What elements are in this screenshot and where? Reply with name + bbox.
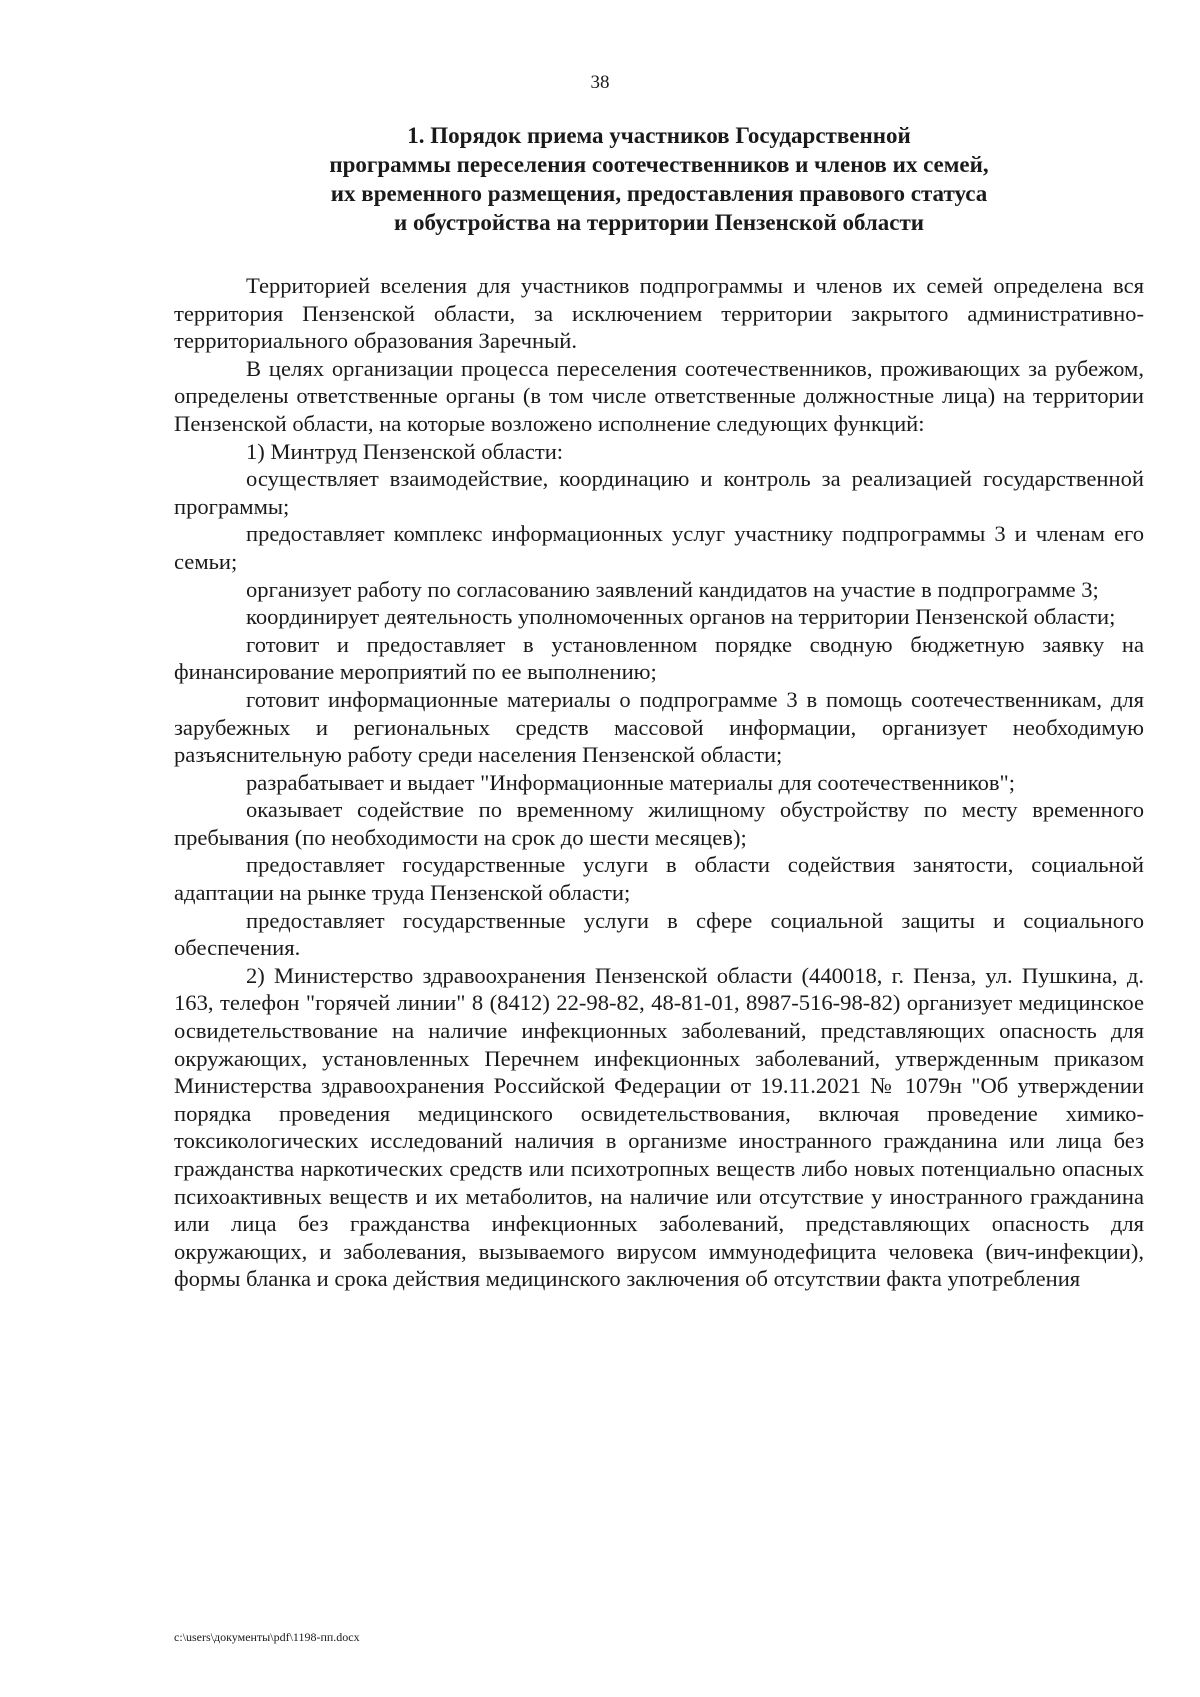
title-line: программы переселения соотечественников и членов их семей,: [329, 152, 989, 177]
paragraph: предоставляет государственные услуги в сфере социальной защиты и социального обеспечения.: [174, 907, 1144, 961]
file-path-footer: c:\users\документы\pdf\1198-пп.docx: [174, 1630, 360, 1644]
section-title: [174, 121, 1144, 237]
paragraph: разрабатывает и выдает "Информационные материалы для соотечественников";: [246, 769, 1016, 795]
title-line: их временного размещения, предоставления правового статуса: [330, 181, 988, 206]
paragraph: оказывает содействие по временному жилищному обустройству по месту временного пребывания (по необходимости на срок до шести месяцев);: [174, 797, 1144, 850]
page-number: 38: [590, 72, 610, 93]
paragraph: готовит и предоставляет в установленном порядке сводную бюджетную заявку на финансирование мероприятий по ее выполнению;: [174, 631, 1144, 685]
paragraph: 1) Минтруд Пензенской области:: [246, 438, 564, 464]
paragraph: В целях организации процесса переселения соотечественников, проживающих за рубежом, определены ответственные органы (в том числе ответственные должностные лица) на территории Пензенской области, на которые возложено исполнение следующих функций:: [174, 355, 1144, 436]
title-line: и обустройства на территории Пензенской области: [393, 210, 925, 235]
paragraph: 2) Министерство здравоохранения Пензенской области (440018, г. Пенза, ул. Пушкина, д. 163, телефон "горячей линии" 8 (8412) 22-98-82, 48-81-01, 8987-516-98-82) организует медицинское освидетельствование на наличие инфекционных заболеваний, представляющих опасность для окружающих, установленных Перечнем инфекционных заболеваний, утвержденным приказом Министерства здравоохранения Российской Федерации от 19.11.2021 № 1079н "Об утверждении порядка проведения медицинского освидетельствования, включая проведение химико-токсикологических исследований наличия в организме иностранного гражданина или лица без гражданства наркотических средств или психотропных веществ либо новых потенциально опасных психоактивных веществ и их метаболитов, на наличие или отсутствие у иностранного гражданина или лица без гражданства инфекционных заболеваний, представляющих опасность для окружающих, и заболевания, вызываемого вирусом иммунодефицита человека (вич-инфекции), формы бланка и срока действия медицинского заключения об отсутствии факта употребления: [174, 962, 1144, 1292]
paragraph: готовит информационные материалы о подпрограмме 3 в помощь соотечественникам, для зарубежных и региональных средств массовой информации, организует необходимую разъяснительную работу среди населения Пензенской области;: [174, 686, 1144, 768]
paragraph: предоставляет государственные услуги в области содействия занятости, социальной адаптации на рынке труда Пензенской области;: [174, 852, 1144, 906]
paragraph: координирует деятельность уполномоченных органов на территории Пензенской области;: [246, 604, 1116, 630]
title-line: 1. Порядок приема участников Государственной: [407, 123, 911, 148]
paragraph: Территорией вселения для участников подпрограммы и членов их семей определена вся территория Пензенской области, за исключением территории закрытого административно-территориального образования Заречный.: [174, 273, 1144, 354]
paragraph: осуществляет взаимодействие, координацию и контроль за реализацией государственной программы;: [174, 466, 1144, 519]
paragraph: предоставляет комплекс информационных услуг участнику подпрограммы 3 и членам его семьи;: [174, 521, 1144, 574]
document-body: [174, 272, 1144, 1293]
paragraph: организует работу по согласованию заявлений кандидатов на участие в подпрограмме 3;: [246, 576, 1099, 602]
